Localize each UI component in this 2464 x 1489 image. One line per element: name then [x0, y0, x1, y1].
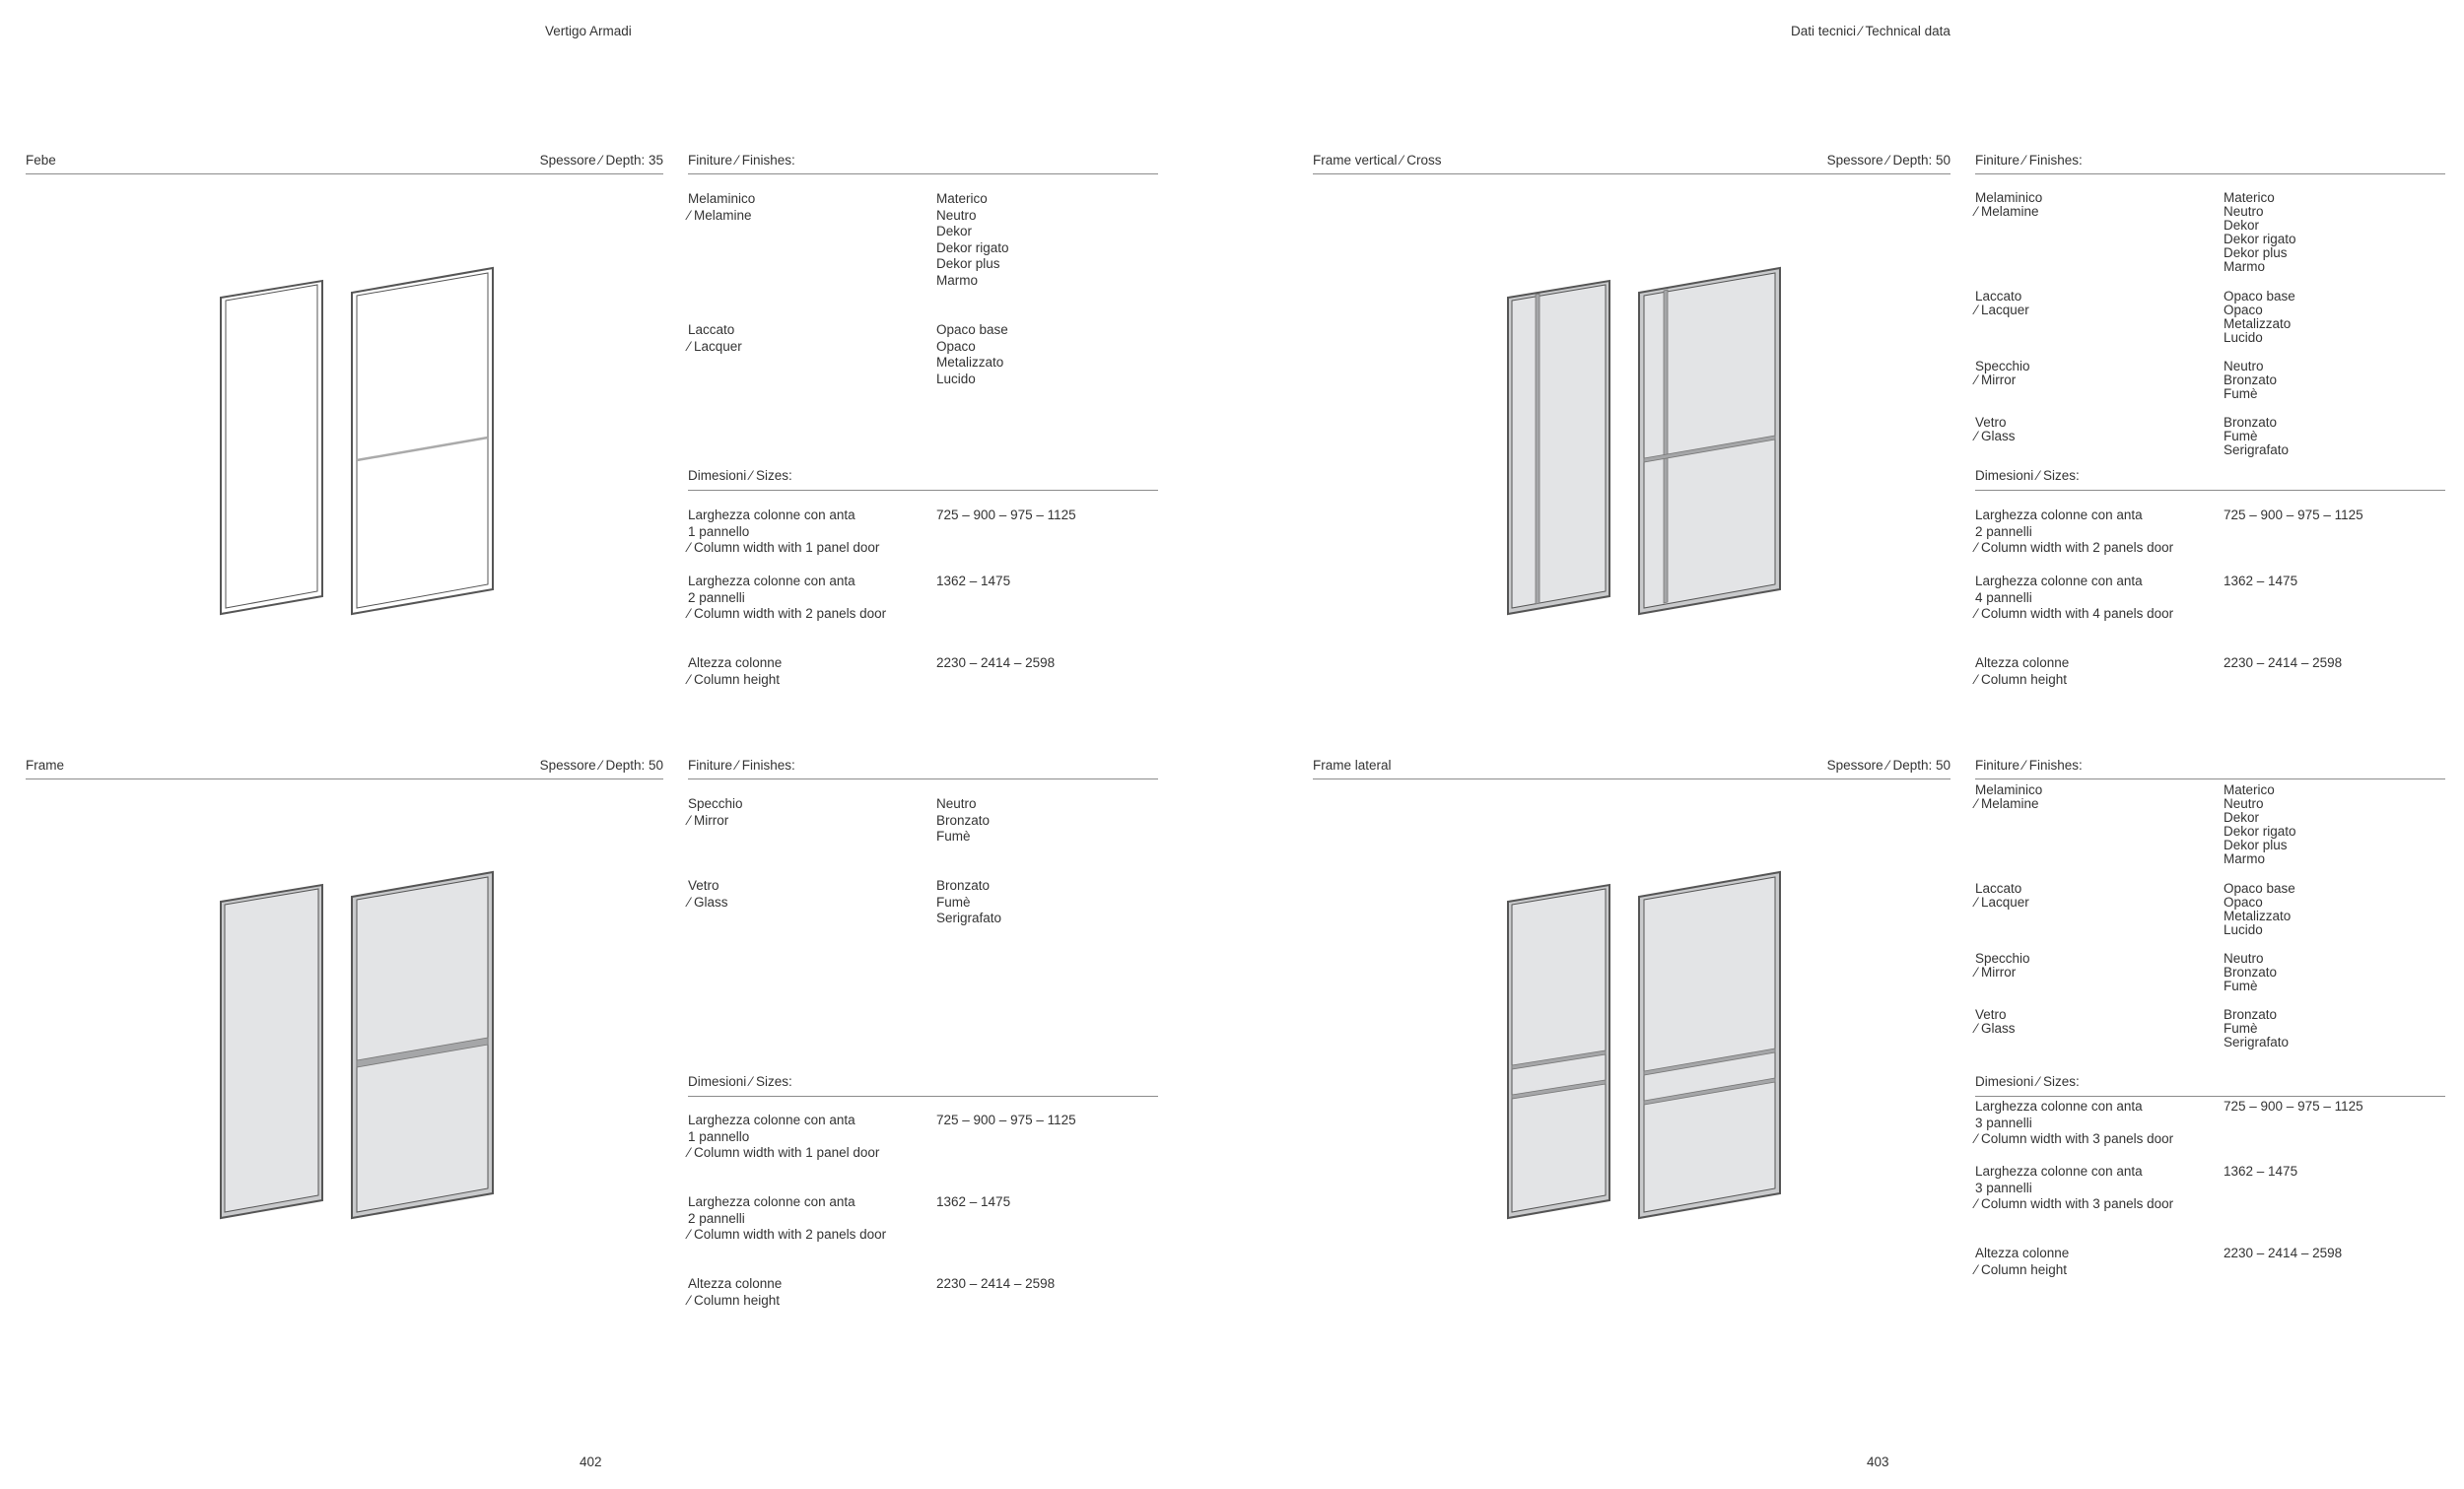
finish-value: Dekor: [2224, 810, 2260, 825]
finish-values: [936, 796, 990, 846]
finish-value: Marmo: [936, 272, 979, 288]
finish-label: Vetro ⁄ Glass: [1975, 1007, 2016, 1036]
page-number-left: 402: [580, 1455, 602, 1469]
size-value: 2230 – 2414 – 2598: [936, 655, 1056, 670]
divider: [688, 1096, 1158, 1097]
finish-values: [2224, 952, 2277, 993]
divider: [1313, 173, 1951, 174]
size-value: 1362 – 1475: [2224, 574, 2298, 588]
divider: [1975, 173, 2445, 174]
finish-values: [2224, 783, 2296, 866]
finish-value: Bronzato: [2224, 965, 2278, 980]
febe-doors-illustration: [212, 271, 503, 621]
frame-lateral-doors-illustration: [1499, 875, 1790, 1225]
finish-label: Vetro ⁄ Glass: [1975, 415, 2016, 443]
finish-value: Metalizzato: [936, 355, 1004, 370]
size-label: Larghezza colonne con anta 4 pannelli ⁄ Column width with 4 panels door: [1975, 574, 2174, 621]
sizes-title: Dimesioni ⁄ Sizes:: [688, 1074, 792, 1089]
finishes-title: Finiture ⁄ Finishes:: [1975, 758, 2083, 773]
finish-value: Bronzato: [2224, 372, 2278, 387]
page-number-right: 403: [1867, 1455, 1889, 1469]
size-label: Larghezza colonne con anta 3 pannelli ⁄ Column width with 3 panels door: [1975, 1164, 2174, 1211]
product-name: Febe: [26, 153, 56, 168]
product-name: Frame vertical ⁄ Cross: [1313, 153, 1442, 168]
size-label: Altezza colonne ⁄ Column height: [1975, 1246, 2070, 1277]
finish-label: Laccato ⁄ Lacquer: [1975, 881, 2029, 910]
finish-value: Metalizzato: [2224, 316, 2292, 331]
size-label: Larghezza colonne con anta 1 pannello ⁄ Column width with 1 panel door: [688, 1113, 880, 1160]
finish-value: Neutro: [936, 207, 977, 223]
finish-values: [936, 322, 1008, 387]
finish-value: Materico: [2224, 190, 2275, 205]
frame-doors-illustration: [212, 875, 503, 1225]
finish-value: Neutro: [2224, 204, 2264, 219]
finish-label: Laccato ⁄ Lacquer: [688, 322, 742, 354]
size-label: Larghezza colonne con anta 3 pannelli ⁄ Column width with 3 panels door: [1975, 1099, 2174, 1146]
size-value: 2230 – 2414 – 2598: [2224, 655, 2343, 670]
finish-label: Melaminico ⁄ Melamine: [1975, 190, 2043, 219]
size-value: 1362 – 1475: [936, 574, 1011, 588]
finish-value: Dekor: [936, 224, 973, 238]
finish-value: Fumè: [2224, 386, 2258, 401]
finish-value: Marmo: [2224, 851, 2266, 866]
finish-value: Bronzato: [2224, 415, 2278, 430]
finish-label: Vetro ⁄ Glass: [688, 878, 728, 910]
finish-label: Specchio ⁄ Mirror: [1975, 359, 2030, 387]
left-running-header: Vertigo Armadi: [545, 24, 632, 38]
size-value: 725 – 900 – 975 – 1125: [2224, 1099, 2363, 1114]
divider: [1975, 490, 2445, 491]
size-label: Altezza colonne ⁄ Column height: [1975, 655, 2070, 687]
finish-value: Lucido: [936, 371, 976, 386]
finish-value: Marmo: [2224, 259, 2266, 274]
finish-value: Bronzato: [2224, 1007, 2278, 1022]
divider: [26, 173, 663, 174]
finish-value: Serigrafato: [2224, 1035, 2290, 1049]
divider: [688, 173, 1158, 174]
finish-value: Neutro: [2224, 951, 2264, 966]
finish-value: Fumè: [936, 829, 971, 844]
finish-values: [2224, 191, 2296, 274]
divider: [1975, 778, 2445, 779]
divider: [1975, 1096, 2445, 1097]
sizes-title: Dimesioni ⁄ Sizes:: [1975, 1074, 2080, 1089]
size-value: 1362 – 1475: [2224, 1164, 2298, 1179]
size-value: 1362 – 1475: [936, 1194, 1011, 1209]
finish-label: Specchio ⁄ Mirror: [688, 796, 743, 828]
finish-value: Serigrafato: [936, 911, 1002, 925]
product-depth: Spessore ⁄ Depth: 50: [1826, 153, 1951, 168]
finish-value: Lucido: [2224, 330, 2263, 345]
finish-value: Fumè: [936, 894, 971, 910]
finish-value: Opaco base: [2224, 881, 2295, 896]
finish-value: Neutro: [2224, 359, 2264, 373]
finish-value: Neutro: [2224, 796, 2264, 811]
product-depth: Spessore ⁄ Depth: 50: [539, 758, 663, 773]
finish-value: Opaco base: [2224, 289, 2295, 304]
finish-value: Opaco: [2224, 303, 2263, 317]
finish-values: [2224, 360, 2277, 401]
right-running-header: Dati tecnici ⁄ Technical data: [1791, 24, 1951, 38]
size-value: 725 – 900 – 975 – 1125: [936, 1113, 1076, 1127]
finish-value: Opaco base: [936, 322, 1008, 337]
sizes-title: Dimesioni ⁄ Sizes:: [688, 468, 792, 483]
size-value: 2230 – 2414 – 2598: [936, 1276, 1056, 1291]
finish-value: Serigrafato: [2224, 442, 2290, 457]
finishes-title: Finiture ⁄ Finishes:: [688, 758, 795, 773]
finish-value: Bronzato: [936, 878, 991, 893]
divider: [688, 778, 1158, 779]
product-depth: Spessore ⁄ Depth: 50: [1826, 758, 1951, 773]
finish-values: [936, 191, 1009, 289]
product-name: Frame lateral: [1313, 758, 1392, 773]
finish-label: Laccato ⁄ Lacquer: [1975, 289, 2029, 317]
size-label: Larghezza colonne con anta 1 pannello ⁄ Column width with 1 panel door: [688, 508, 880, 555]
finish-value: Dekor rigato: [2224, 824, 2296, 839]
finish-value: Fumè: [2224, 979, 2258, 993]
finish-value: Opaco: [936, 338, 976, 354]
sizes-title: Dimesioni ⁄ Sizes:: [1975, 468, 2080, 483]
divider: [1313, 778, 1951, 779]
finish-label: Specchio ⁄ Mirror: [1975, 951, 2030, 980]
finish-label: Melaminico ⁄ Melamine: [1975, 782, 2043, 811]
finish-value: Dekor rigato: [936, 239, 1009, 255]
size-label: Larghezza colonne con anta 2 pannelli ⁄ Column width with 2 panels door: [688, 1194, 887, 1242]
finish-values: [2224, 290, 2295, 345]
finishes-title: Finiture ⁄ Finishes:: [688, 153, 795, 168]
size-value: 725 – 900 – 975 – 1125: [2224, 508, 2363, 522]
finish-value: Materico: [2224, 782, 2275, 797]
finish-value: Dekor plus: [2224, 245, 2288, 260]
finish-value: Opaco: [2224, 895, 2263, 910]
size-value: 725 – 900 – 975 – 1125: [936, 508, 1076, 522]
finish-value: Metalizzato: [2224, 909, 2292, 923]
finish-values: [936, 878, 1001, 927]
product-name: Frame: [26, 758, 65, 773]
finish-values: [2224, 416, 2289, 457]
product-depth: Spessore ⁄ Depth: 35: [539, 153, 663, 168]
divider: [688, 490, 1158, 491]
frame-vertical-cross-doors-illustration: [1499, 271, 1790, 621]
size-label: Larghezza colonne con anta 2 pannelli ⁄ Column width with 2 panels door: [1975, 508, 2174, 555]
size-label: Larghezza colonne con anta 2 pannelli ⁄ Column width with 2 panels door: [688, 574, 887, 621]
finishes-title: Finiture ⁄ Finishes:: [1975, 153, 2083, 168]
finish-value: Neutro: [936, 796, 977, 811]
size-label: Altezza colonne ⁄ Column height: [688, 1276, 783, 1308]
finish-label: Melaminico ⁄ Melamine: [688, 191, 756, 223]
finish-value: Bronzato: [936, 812, 991, 828]
finish-value: Fumè: [2224, 1021, 2258, 1036]
finish-values: [2224, 882, 2295, 937]
finish-value: Dekor plus: [2224, 838, 2288, 852]
finish-value: Dekor rigato: [2224, 232, 2296, 246]
finish-value: Dekor: [2224, 218, 2260, 233]
size-value: 2230 – 2414 – 2598: [2224, 1246, 2343, 1260]
divider: [26, 778, 663, 779]
finish-value: Fumè: [2224, 429, 2258, 443]
finish-values: [2224, 1008, 2289, 1049]
size-label: Altezza colonne ⁄ Column height: [688, 655, 783, 687]
finish-value: Materico: [936, 191, 988, 206]
finish-value: Lucido: [2224, 922, 2263, 937]
finish-value: Dekor plus: [936, 256, 1000, 271]
